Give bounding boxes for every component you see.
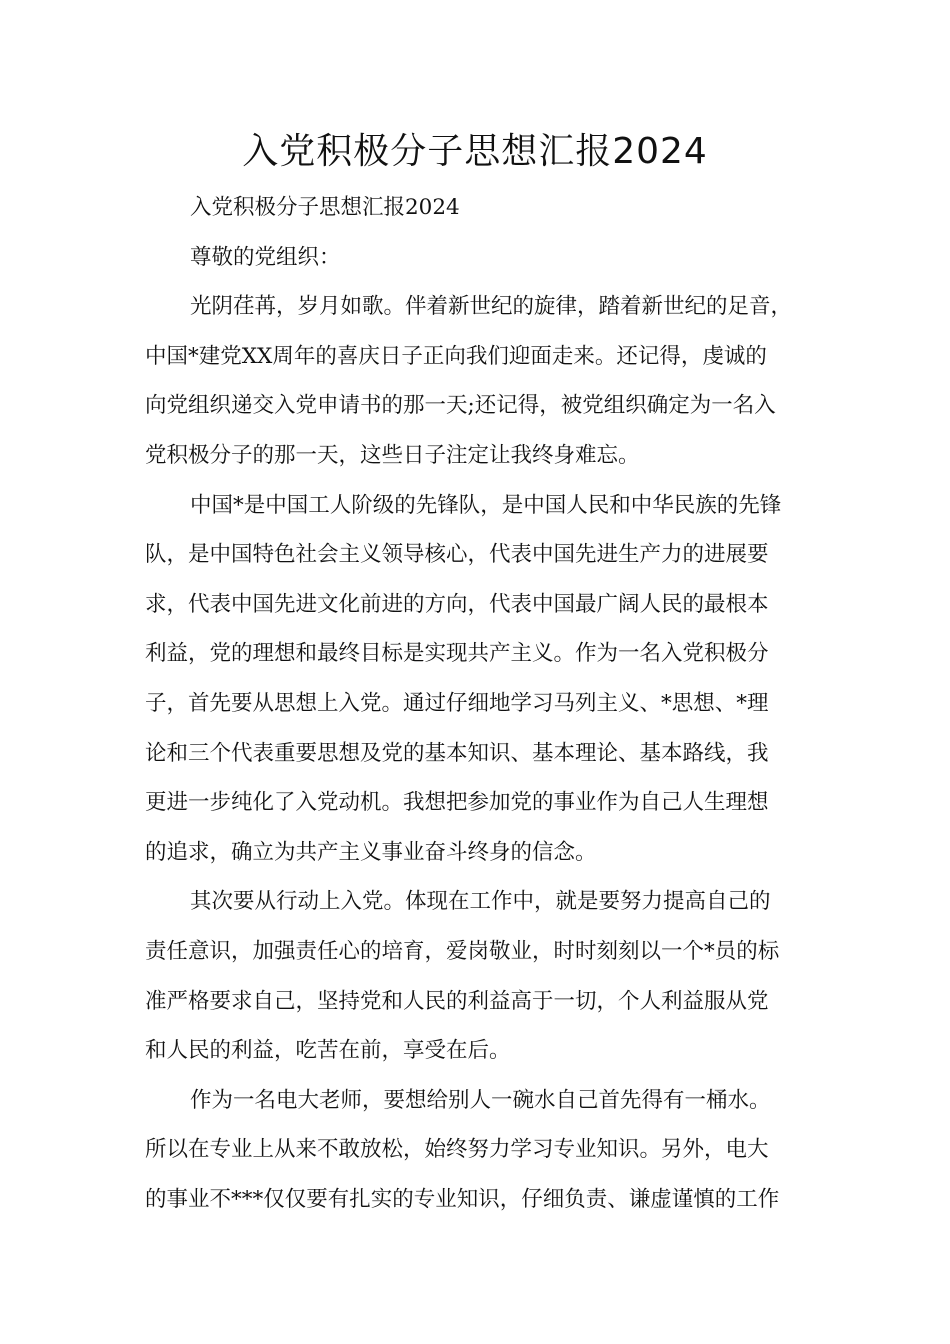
text-line: 利益，党的理想和最终目标是实现共产主义。作为一名入党积极分 xyxy=(145,641,769,667)
text-line: 求，代表中国先进文化前进的方向，代表中国最广阔人民的最根本 xyxy=(145,591,769,617)
text-line: 向党组织递交入党申请书的那一天;还记得，被党组织确定为一名入 xyxy=(145,393,776,419)
text-line: 中国*建党XX周年的喜庆日子正向我们迎面走来。还记得，虔诚的 xyxy=(145,343,767,369)
text-line: 尊敬的党组织： xyxy=(190,244,341,270)
document-body xyxy=(145,183,825,1224)
text-line: 中国*是中国工人阶级的先锋队，是中国人民和中华民族的先锋 xyxy=(190,492,782,518)
text-line: 入党积极分子思想汇报2024 xyxy=(190,195,460,220)
text-line: 所以在专业上从来不敢放松，始终努力学习专业知识。另外，电大 xyxy=(145,1137,769,1163)
text-line: 论和三个代表重要思想及党的基本知识、基本理论、基本路线，我 xyxy=(145,740,769,766)
text-line: 光阴荏苒，岁月如歌。伴着新世纪的旋律，踏着新世纪的足音， xyxy=(190,294,793,320)
text-line: 其次要从行动上入党。体现在工作中，就是要努力提高自己的 xyxy=(190,889,771,915)
text-line: 作为一名电大老师，要想给别人一碗水自己首先得有一桶水。 xyxy=(190,1087,771,1113)
text-line: 和人民的利益，吃苦在前，享受在后。 xyxy=(145,1038,511,1064)
text-line: 更进一步纯化了入党动机。我想把参加党的事业作为自己人生理想 xyxy=(145,790,769,816)
document-title: 入党积极分子思想汇报2024 xyxy=(242,131,708,172)
text-line: 的追求，确立为共产主义事业奋斗终身的信念。 xyxy=(145,839,597,865)
text-line: 党积极分子的那一天，这些日子注定让我终身难忘。 xyxy=(145,442,640,468)
text-line: 的事业不***仅仅要有扎实的专业知识，仔细负责、谦虚谨慎的工作 xyxy=(145,1186,780,1212)
text-line: 准严格要求自己，坚持党和人民的利益高于一切，个人利益服从党 xyxy=(145,988,769,1014)
text-line: 队，是中国特色社会主义领导核心，代表中国先进生产力的进展要 xyxy=(145,542,769,568)
text-line: 子，首先要从思想上入党。通过仔细地学习马列主义、*思想、*理 xyxy=(145,690,769,716)
text-line: 责任意识，加强责任心的培育，爱岗敬业，时时刻刻以一个*员的标 xyxy=(145,938,780,964)
